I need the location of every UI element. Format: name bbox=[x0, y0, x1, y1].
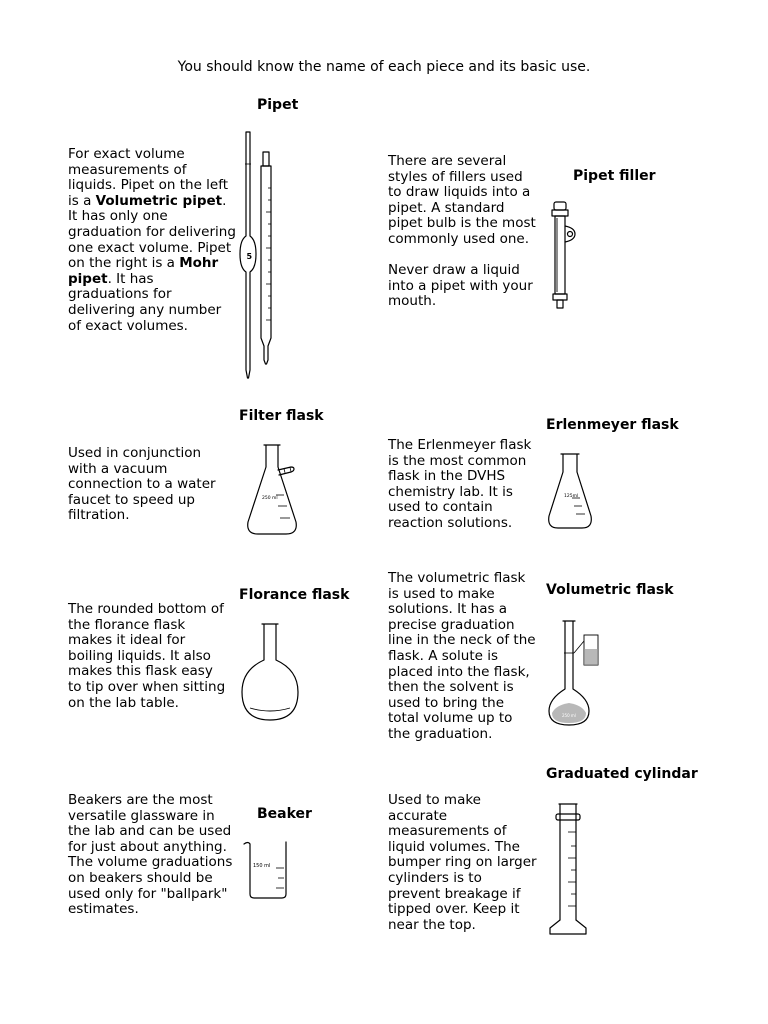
filter-flask-title: Filter flask bbox=[239, 408, 324, 424]
pipet-description bbox=[68, 147, 238, 334]
graduated-cylinder-title: Graduated cylindar bbox=[546, 766, 698, 782]
erlenmeyer-flask-volume-label: 125ml bbox=[564, 494, 579, 499]
volumetric-flask-volume-label: 250 ml bbox=[562, 713, 576, 718]
florance-flask-description: The rounded bottom of the florance flask makes it ideal for boiling liquids. It also makes this flask easy to tip over when sitting on the lab table. bbox=[68, 601, 226, 711]
beaker-illustration bbox=[238, 836, 298, 902]
erlenmeyer-flask-description: The Erlenmeyer flask is the most common flask in the DVHS chemistry lab. It is used to contain reaction solutions. bbox=[388, 437, 532, 531]
pipet-filler-description bbox=[388, 154, 538, 310]
pipet-volume-label: 5 bbox=[246, 252, 253, 261]
erlenmeyer-flask-title: Erlenmeyer flask bbox=[546, 417, 679, 433]
pipet-filler-title: Pipet filler bbox=[573, 168, 656, 184]
pipet-text-2: . It has only one graduation for delivering one exact volume. Pipet on the right is a bbox=[68, 192, 236, 272]
beaker-description: Beakers are the most versatile glassware in the lab and can be used for just about anything. The volume graduations on beakers should be used only for "ballpark" estimates. bbox=[68, 792, 233, 918]
volumetric-flask-title: Volumetric flask bbox=[546, 582, 674, 598]
filter-flask-volume-label: 250 ml bbox=[262, 496, 278, 501]
pipet-filler-illustration bbox=[548, 200, 582, 312]
graduated-cylinder-illustration bbox=[540, 798, 600, 940]
mohr-pipet-term: Mohr pipet bbox=[68, 255, 219, 287]
mohr-pipet bbox=[261, 152, 271, 364]
pipet-filler-paragraph-1: There are several styles of fillers used to draw liquids into a pipet. A standard pipet bulb is the most commonly used one. bbox=[388, 153, 536, 247]
filter-flask-description: Used in conjunction with a vacuum connection to a water faucet to speed up filtration. bbox=[68, 445, 216, 524]
beaker-title: Beaker bbox=[257, 806, 312, 822]
erlenmeyer-flask-illustration bbox=[542, 450, 602, 534]
pipet-filler-paragraph-2: Never draw a liquid into a pipet with your mouth. bbox=[388, 262, 533, 310]
beaker-volume-label: 150 ml bbox=[253, 863, 271, 869]
page-intro: You should know the name of each piece and its basic use. bbox=[177, 59, 591, 75]
graduated-cylinder-description: Used to make accurate measurements of liquid volumes. The bumper ring on larger cylinders is to prevent breakage if tipped over. Keep it near the top. bbox=[388, 792, 537, 933]
pipet-text-1: For exact volume measurements of liquids. Pipet on the left is a bbox=[68, 146, 229, 209]
filter-flask-illustration bbox=[238, 440, 318, 540]
pipet-illustration bbox=[232, 128, 282, 383]
volumetric-pipet-term: Volumetric pipet bbox=[95, 192, 223, 209]
pipet-text-3: . It has graduations for delivering any number of exact volumes. bbox=[68, 270, 222, 334]
pipet-title: Pipet bbox=[257, 97, 299, 113]
florance-flask-illustration bbox=[238, 620, 318, 724]
volumetric-flask-description: The volumetric flask is used to make solutions. It has a precise graduation line in the neck of the flask. A solute is placed into the flask, then the solvent is used to bring the total volume up to the graduation. bbox=[388, 570, 536, 742]
florance-flask-title: Florance flask bbox=[239, 587, 350, 603]
volumetric-flask-illustration bbox=[542, 615, 612, 730]
